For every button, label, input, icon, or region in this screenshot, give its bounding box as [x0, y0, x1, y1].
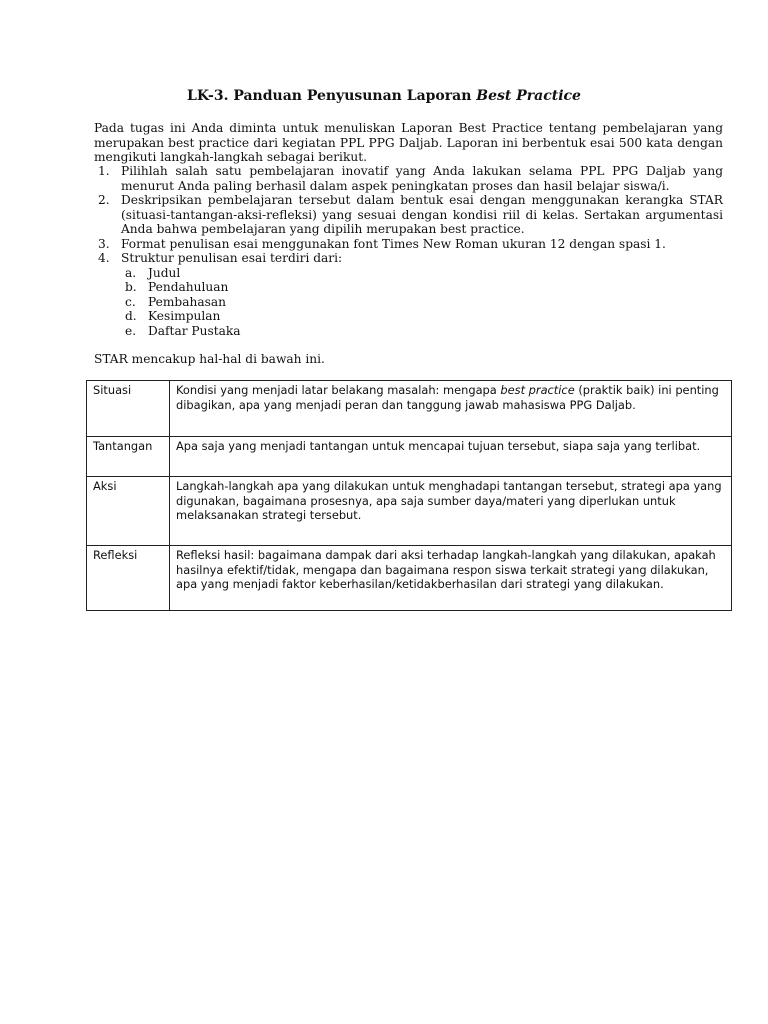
structure-item [121, 324, 723, 339]
structure-text: Pembahasan [148, 294, 226, 309]
structure-letter: e. [125, 323, 137, 338]
structure-letter: a. [125, 265, 137, 280]
row-desc-before: Kondisi yang menjadi latar belakang masalah: mengapa [176, 383, 501, 397]
structure-item [121, 309, 723, 324]
table-row [87, 381, 732, 437]
row-description [170, 381, 732, 437]
structure-letter: b. [125, 280, 137, 294]
step-number: 3. [98, 236, 110, 251]
steps-list [94, 164, 723, 338]
structure-item [121, 266, 723, 281]
title-emphasis: Best Practice [476, 88, 581, 104]
step-number: 1. [98, 164, 110, 178]
structure-text: Kesimpulan [148, 309, 221, 323]
step-text: Format penulisan esai menggunakan font Times New Roman ukuran 12 dengan spasi 1. [121, 236, 666, 251]
row-key: Aksi [87, 477, 170, 546]
step-text: Pilihlah salah satu pembelajaran inovatif yang Anda lakukan selama PPL PPG Daljab yang menurut Anda paling berhasil dalam aspek peningkatan proses dan hasil belajar siswa/i. [121, 164, 723, 193]
table-row [87, 546, 732, 611]
row-key: Tantangan [87, 437, 170, 477]
structure-text: Daftar Pustaka [148, 323, 241, 338]
table-row [87, 437, 732, 477]
step-item [94, 251, 723, 338]
star-intro: STAR mencakup hal-hal di bawah ini. [94, 352, 325, 366]
row-description: Refleksi hasil: bagaimana dampak dari aksi terhadap langkah-langkah yang dilakukan, apakah hasilnya efektif/tidak, mengapa dan bagaimana respon siswa terkait strategi yang dilakukan, apa yang menjadi faktor keberhasilan/ketidakberhasilan dari strategi yang dilakukan. [170, 546, 732, 611]
structure-list [121, 266, 723, 339]
star-table [86, 380, 732, 611]
title-prefix: LK-3. Panduan Penyusunan Laporan [187, 88, 477, 104]
structure-letter: d. [125, 309, 137, 323]
document-title [0, 88, 768, 104]
step-item [94, 237, 723, 252]
structure-letter: c. [125, 294, 136, 309]
structure-text: Judul [148, 265, 181, 280]
step-item [94, 193, 723, 237]
row-key: Refleksi [87, 546, 170, 611]
structure-item [121, 295, 723, 310]
row-description: Apa saja yang menjadi tantangan untuk mencapai tujuan tersebut, siapa saja yang terlibat. [170, 437, 732, 477]
row-description: Langkah-langkah apa yang dilakukan untuk menghadapi tantangan tersebut, strategi apa yang digunakan, bagaimana prosesnya, apa saja sumber daya/materi yang diperlukan untuk melaksanakan strategi tersebut. [170, 477, 732, 546]
row-desc-emphasis: best practice [500, 383, 575, 397]
intro-paragraph: Pada tugas ini Anda diminta untuk menuliskan Laporan Best Practice tentang pembelajaran yang merupakan best practice dari kegiatan PPL PPG Daljab. Laporan ini berbentuk esai 500 kata dengan mengikuti langkah-langkah sebagai berikut. [94, 121, 723, 164]
row-key: Situasi [87, 381, 170, 437]
step-text: Struktur penulisan esai terdiri dari: [121, 251, 343, 265]
structure-text: Pendahuluan [148, 280, 229, 294]
table-row [87, 477, 732, 546]
row-desc-after: (praktik baik) ini penting dibagikan, apa yang menjadi peran dan tanggung jawab mahasiswa PPG Daljab. [176, 383, 719, 412]
step-item [94, 164, 723, 193]
step-text: Deskripsikan pembelajaran tersebut dalam bentuk esai dengan menggunakan kerangka STAR (situasi-tantangan-aksi-refleksi) yang sesuai dengan kondisi riil di kelas. Sertakan argumentasi Anda bahwa pembelajaran yang dipilih merupakan best practice. [121, 193, 723, 236]
structure-item [121, 280, 723, 295]
step-number: 4. [98, 251, 110, 265]
step-number: 2. [98, 193, 110, 207]
